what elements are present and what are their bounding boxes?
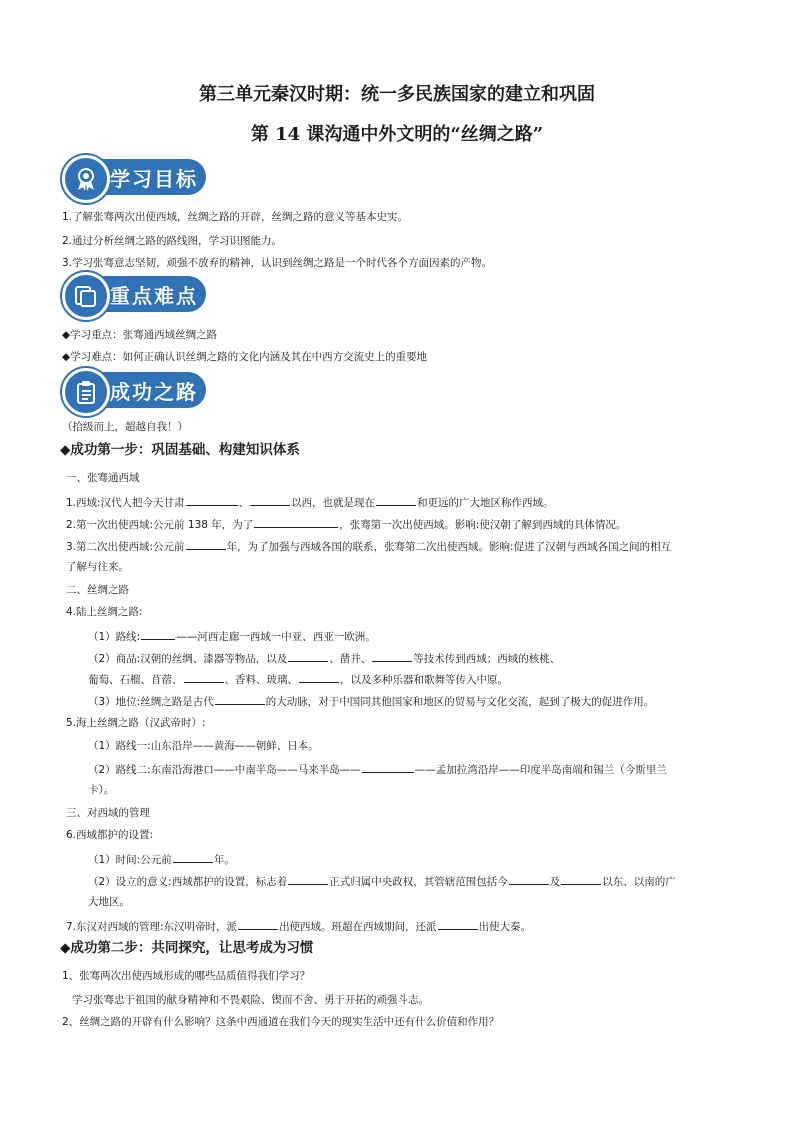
question-line [88,873,676,889]
question-text: ，张骞第一次出使西域。影响:使汉朝了解到西域的具体情况。 [339,519,627,531]
answer-blank [561,873,601,885]
question-text: 、 [238,497,250,509]
question-text: 正式归属中央政权，其管辖范围包括今 [329,876,508,888]
goals-banner-label: 学习目标 [110,167,198,191]
answer-blank [186,538,226,550]
answer-blank [238,918,278,930]
goal-item: 1.了解张骞两次出使西域，丝绸之路的开辟，丝绸之路的意义等基本史实。 [62,211,409,223]
question-line: 4.陆上丝绸之路: [66,606,143,618]
answer-blank [509,873,549,885]
keypoints-banner [62,272,206,318]
question-line [88,671,508,687]
question-text: 和更远的广大地区称作西域。 [417,497,554,509]
lesson-title: 第 14 课沟通中外文明的“丝绸之路” [250,124,544,145]
question-text: ，以及多种乐器和歌舞等传入中原。 [340,674,508,686]
question-line: 大地区。 [88,896,130,908]
question-line [88,628,376,644]
question-text: 3.第二次出使西域:公元前 [66,541,185,553]
question-text: 等技术传到西域；西域的核桃、 [413,653,561,665]
goals-banner [62,155,206,201]
question-line [88,851,235,867]
discussion-question: 2、丝绸之路的开辟有什么影响？这条中西通道在我们今天的现实生活中还有什么价值和作用？ [62,1016,500,1028]
section-heading: 三、对西域的管理 [66,807,150,819]
question-line: 了解与往来。 [66,561,129,573]
question-text: 年，为了加强与西域各国的联系，张骞第二次出使西域。影响:促进了汉朝与西域各国之间的相互 [226,541,672,553]
goal-item: 2.通过分析丝绸之路的路线图，学习识图能力。 [62,235,283,247]
motto: （拾级而上，超越自我！） [62,421,188,433]
answer-blank [186,494,238,506]
section-heading: 二、丝绸之路 [66,584,129,596]
question-text: 年。 [213,854,235,866]
question-text: （1）路线: [88,631,141,643]
question-line: 6.西域都护的设置: [66,829,154,841]
answer-blank [376,494,416,506]
step1-heading: ◆成功第一步：巩固基础、构建知识体系 [60,442,300,458]
goal-item: 3.学习张骞意志坚韧，顽强不放弃的精神，认识到丝绸之路是一个时代各个方面因素的产物。 [62,257,493,269]
question-text: ——孟加拉湾沿岸——印度半岛南端和锡兰（今斯里兰 [414,764,667,776]
unit-title: 第三单元秦汉时期：统一多民族国家的建立和巩固 [199,84,595,105]
success-banner [62,368,206,414]
question-text: 及 [549,876,561,888]
answer-blank [141,628,175,640]
answer-blank [362,761,414,773]
question-text: （1）时间:公元前 [88,854,172,866]
question-line [88,650,560,666]
question-text: 葡萄、石榴、苜蓿、 [88,674,183,686]
question-line [66,538,671,554]
step2-heading: ◆成功第二步：共同探究，让思考成为习惯 [60,940,314,956]
answer-blank [215,693,265,705]
key-difficulty: ◆学习难点：如何正确认识丝绸之路的文化内涵及其在中西方交流史上的重要地 [62,351,428,363]
discussion-question: 1、张骞两次出使西域形成的哪些品质值得我们学习？ [62,970,311,982]
answer-blank [184,671,224,683]
question-text: 2.第一次出使西域:公元前 138 年，为了 [66,519,254,531]
question-text: （2）路线二:东南沿海港口——中南半岛——马来半岛—— [88,764,361,776]
question-line: 卡）。 [88,784,115,796]
key-focus: ◆学习重点：张骞通西域丝绸之路 [62,329,218,341]
question-line [66,918,531,934]
question-text: 以西，也就是现在 [291,497,376,509]
award-ribbon-icon [62,155,110,203]
question-text: ——河西走廊一西域一中亚、西亚一欧洲。 [176,631,376,643]
answer-blank [288,873,328,885]
question-line [88,761,667,777]
question-text: 出使西域。班超在西域期间，还派 [279,921,437,933]
question-text: 、凿井、 [329,653,372,665]
question-text: （2）商品:汉朝的丝绸、漆器等物品，以及 [88,653,288,665]
question-text: 以东、以南的广 [602,876,676,888]
success-banner-label: 成功之路 [110,380,198,404]
question-line [66,494,554,510]
keypoints-banner-label: 重点难点 [110,284,198,308]
question-text: （3）地位:丝绸之路是古代 [88,696,214,708]
discussion-answer: 学习张骞忠于祖国的献身精神和不畏艰险、锲而不舍、勇于开拓的顽强斗志。 [72,994,429,1006]
question-line: 5.海上丝绸之路（汉武帝时）: [66,717,206,729]
question-text: （2）设立的意义:西域都护的设置，标志着 [88,876,288,888]
clipboard-icon [62,368,110,416]
question-line: （1）路线一:山东沿岸——黄海——朝鲜、日本。 [88,740,319,752]
answer-blank [173,851,213,863]
answer-blank [254,516,338,528]
stacked-cards-icon [62,272,110,320]
answer-blank [299,671,339,683]
section-heading: 一、张骞通西域 [66,472,140,484]
question-text: 出使大秦。 [478,921,532,933]
question-line [88,693,654,709]
answer-blank [288,650,328,662]
answer-blank [372,650,412,662]
question-line [66,516,626,532]
question-text: 的大动脉，对于中国同其他国家和地区的贸易与文化交流，起到了极大的促进作用。 [265,696,655,708]
answer-blank [250,494,290,506]
question-text: 7.东汉对西域的管理:东汉明帝时，派 [66,921,238,933]
answer-blank [438,918,478,930]
question-text: 1.西域:汉代人把今天甘肃 [66,497,185,509]
question-text: 、香料、玻璃、 [224,674,298,686]
